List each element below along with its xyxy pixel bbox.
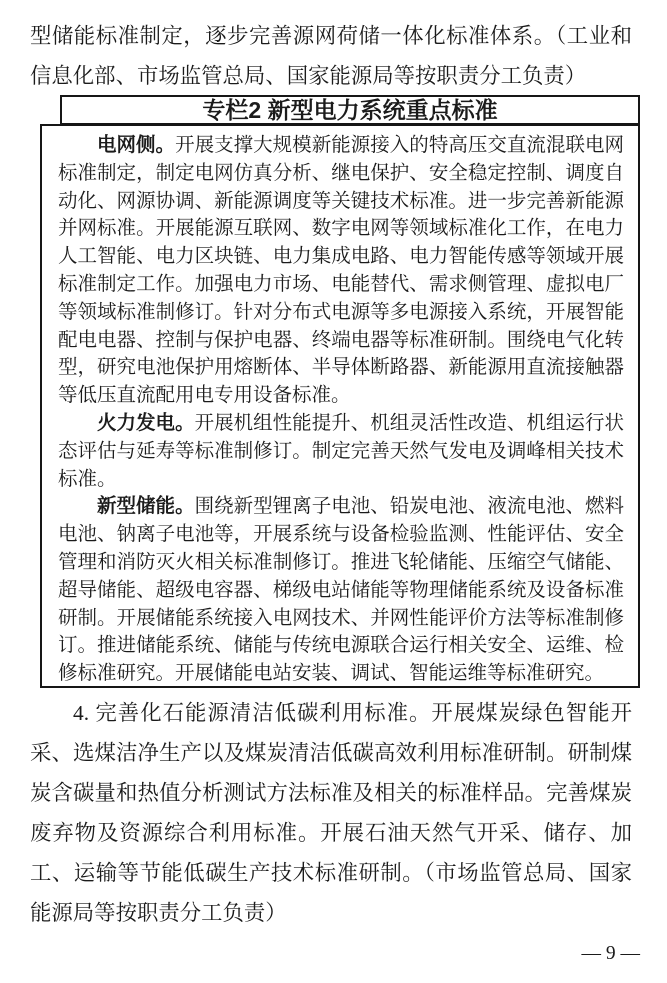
box-paragraph-thermal-power: [58, 410, 624, 493]
column-box-title-row: [60, 95, 640, 125]
box-paragraph-grid-side-lead: 电网侧。: [97, 135, 176, 156]
box-paragraph-thermal-power-text: 开展机组性能提升、机组灵活性改造、机组运行状态评估与延寿等标准制修订。制定完善天然气发电及调峰相关技术标准。: [58, 412, 624, 490]
item4-heading: 4. 完善化石能源清洁低碳利用标准。: [73, 701, 432, 725]
column-box-title: 专栏2 新型电力系统重点标准: [202, 97, 498, 123]
box-paragraph-thermal-power-lead: 火力发电。: [97, 412, 195, 434]
column-box-body: [40, 124, 640, 688]
intro-paragraph: 型储能标准制定，逐步完善源网荷储一体化标准体系。（工业和信息化部、市场监管总局、国家能源局等按职责分工负责）: [30, 24, 632, 88]
item4-text: 开展煤炭绿色智能开采、选煤洁净生产以及煤炭清洁低碳高效利用标准研制。研制煤炭含碳量和热值分析测试方法标准及相关的标准样品。完善煤炭废弃物及资源综合利用标准。开展石油天然气开采、储存、加工、运输等节能低碳生产技术标准研制。（市场监管总局、国家能源局等按职责分工负责）: [30, 701, 632, 925]
item4-paragraph: [30, 693, 632, 933]
page-number: — 9 —: [581, 943, 640, 964]
box-paragraph-grid-side-text: 开展支撑大规模新能源接入的特高压交直流混联电网标准制定，制定电网仿真分析、继电保护、安全稳定控制、调度自动化、网源协调、新能源调度等关键技术标准。进一步完善新能源并网标准。开展能源互联网、数字电网等领域标准化工作，在电力人工智能、电力区块链、电力集成电路、电力智能传感等领域开展标准制定工作。加强电力市场、电能替代、需求侧管理、虚拟电厂等领域标准制修订。针对分布式电源等多电源接入系统，开展智能配电电器、控制与保护电器、终端电器等标准研制。围绕电气化转型，研究电池保护用熔断体、半导体断路器、新能源用直流接触器等低压直流配用电专用设备标准。: [58, 135, 624, 407]
box-paragraph-grid-side: [58, 132, 624, 410]
box-paragraph-new-storage-lead: 新型储能。: [97, 496, 195, 518]
box-paragraph-new-storage-text: 围绕新型锂离子电池、铅炭电池、液流电池、燃料电池、钠离子电池等，开展系统与设备检验监测、性能评估、安全管理和消防灭火相关标准制修订。推进飞轮储能、压缩空气储能、超导储能、超级电容器、梯级电站储能等物理储能系统及设备标准研制。开展储能系统接入电网技术、并网性能评价方法等标准制修订。推进储能系统、储能与传统电源联合运行相关安全、运维、检修标准研究。开展储能电站安装、调试、智能运维等标准研究。: [58, 496, 624, 685]
box-paragraph-new-storage: [58, 493, 624, 688]
